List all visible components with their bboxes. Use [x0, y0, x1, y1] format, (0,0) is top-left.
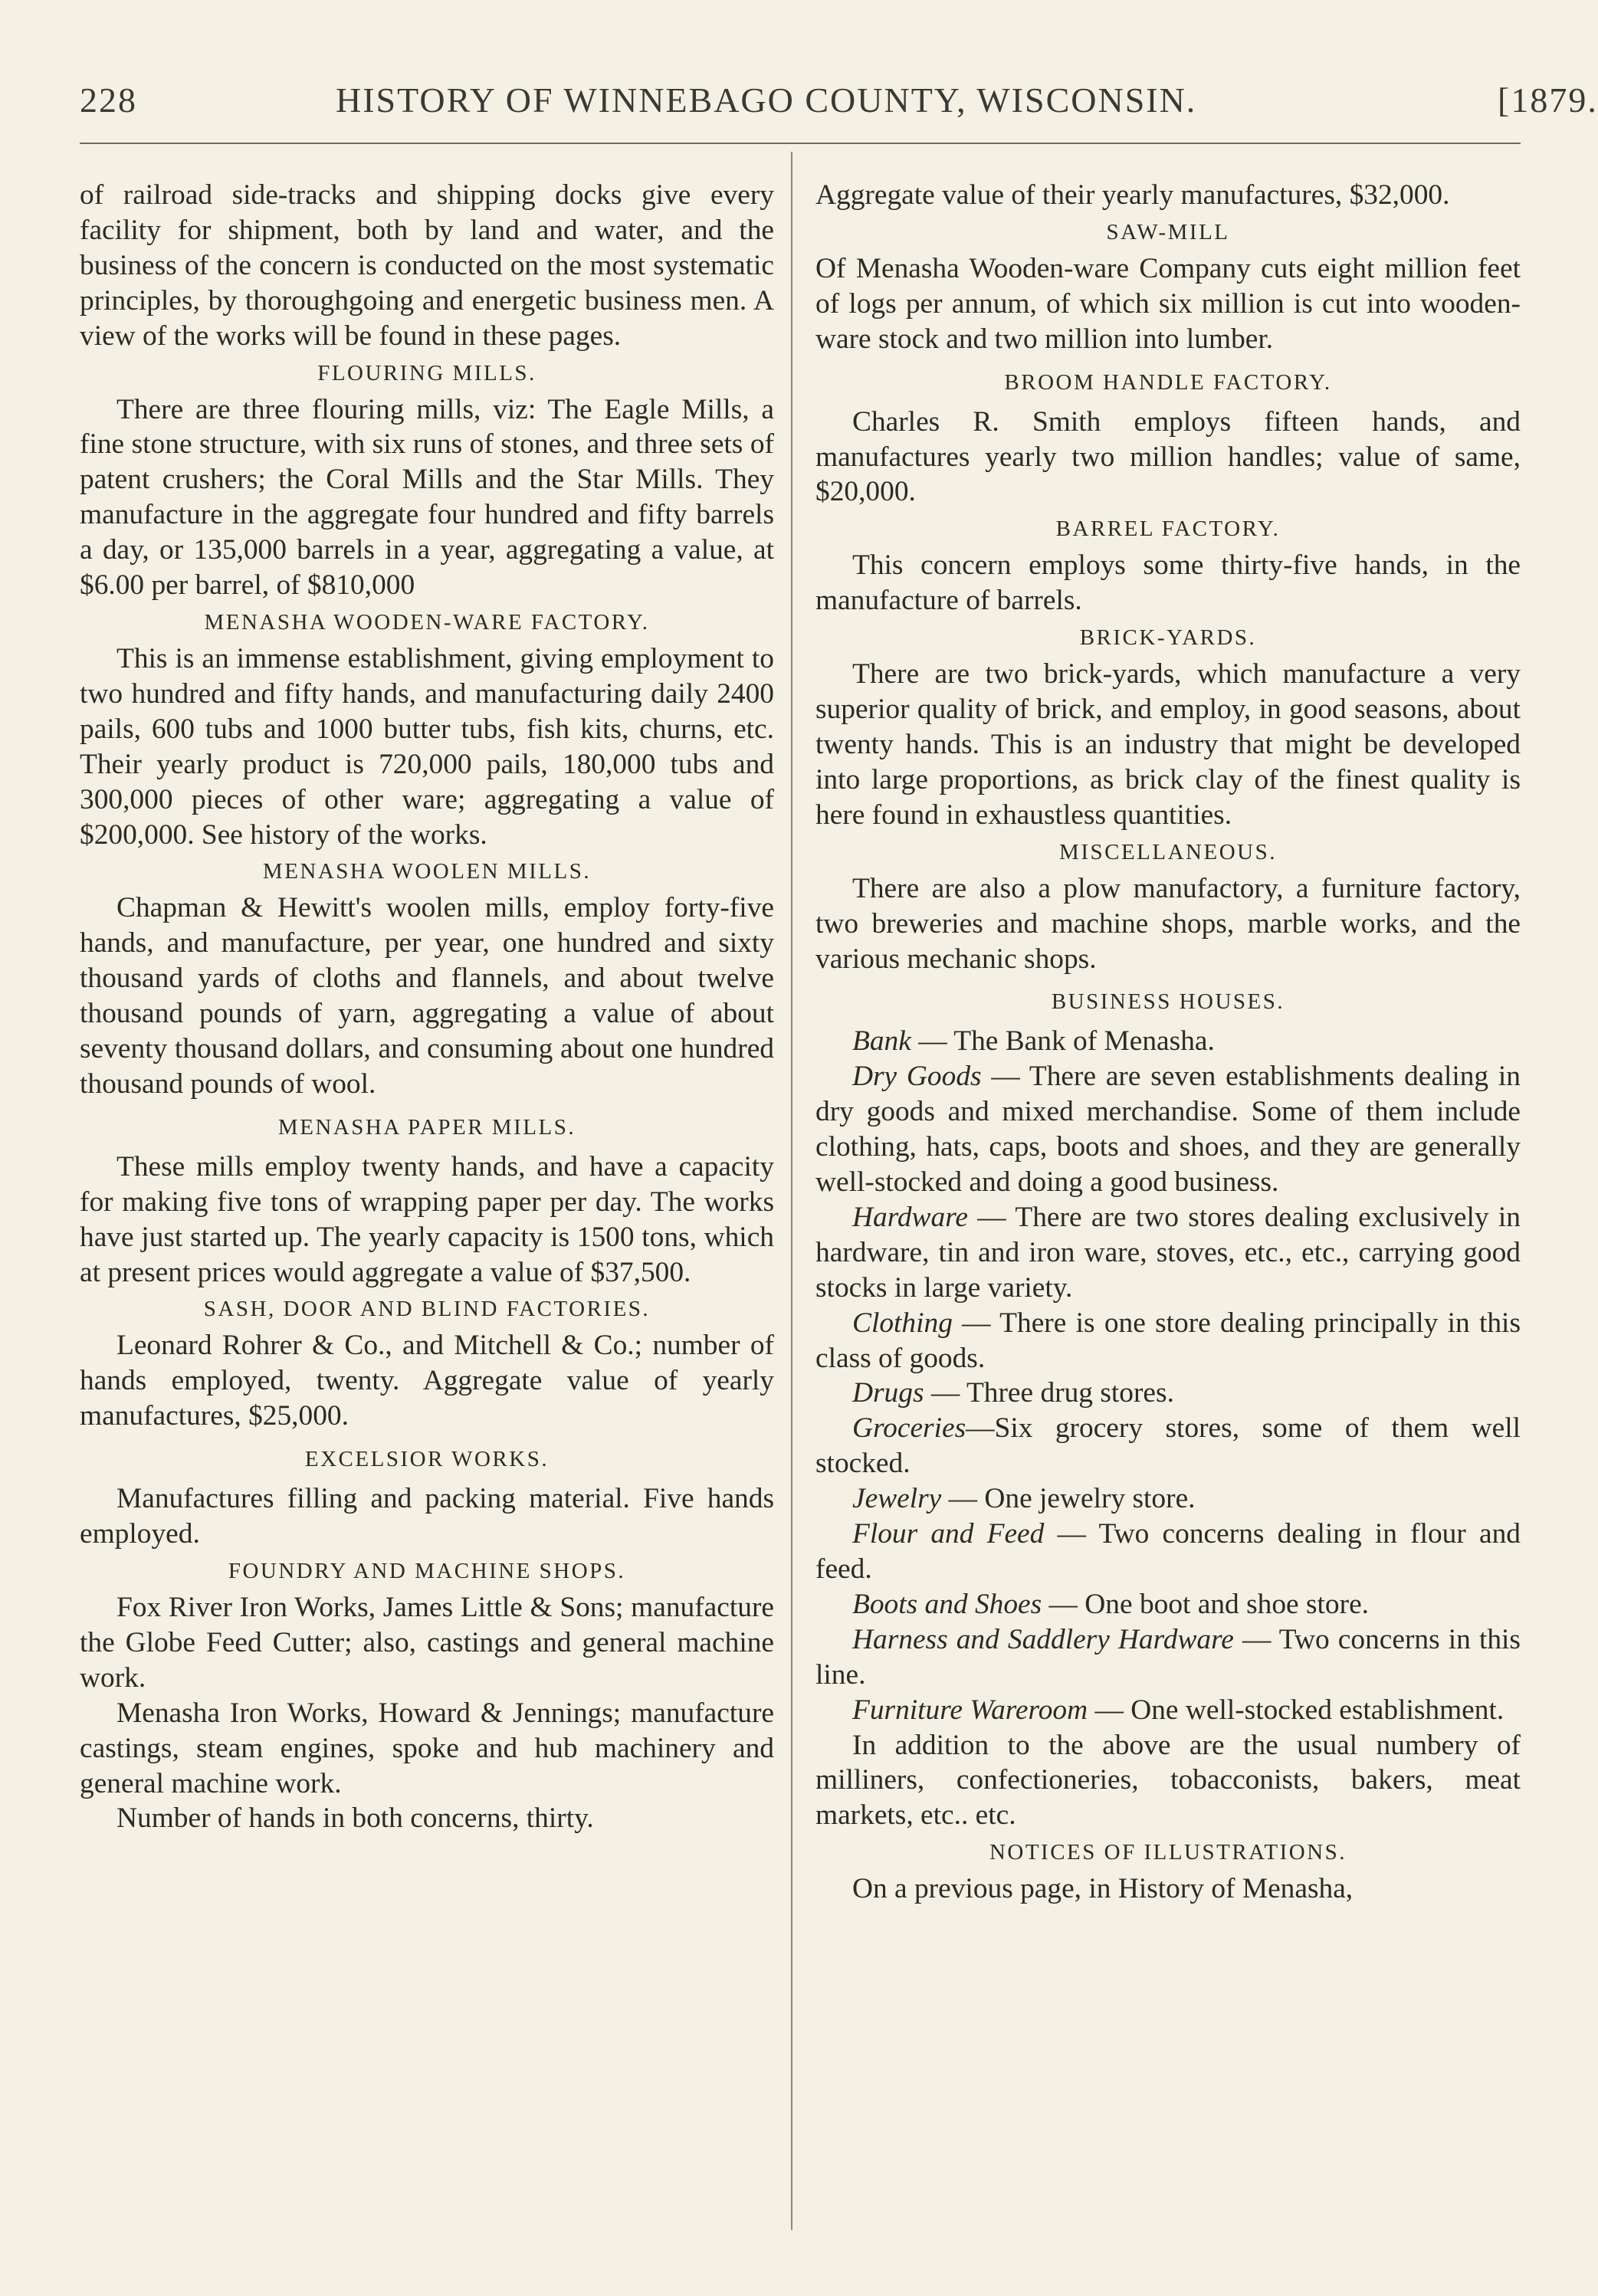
section-heading-broom-handle: BROOM HANDLE FACTORY. — [1004, 369, 1332, 395]
foundry-text-2: Menasha Iron Works, Howard & Jennings; manufacture castings, steam engines, spoke and hub machinery and general machine work. — [80, 1697, 774, 1799]
right-column — [815, 178, 1521, 1907]
business-text: One well-stocked establishment. — [1130, 1694, 1504, 1726]
section-heading-woolen-mills: MENASHA WOOLEN MILLS. — [262, 859, 592, 884]
woolen-mills-text: Chapman & Hewitt's woolen mills, employ forty-five hands, and manufacture, per year, one hundred and sixty thousand yards of cloths and flannels, and about twelve thousand pounds of yarn, aggregating a value of about seventy thousand dollars, and consuming about one hundred thousand pounds of wool. — [80, 892, 774, 1100]
business-entry-groceries: Groceries—Six grocery stores, some of them well stocked. — [815, 1412, 1521, 1480]
business-text: One jewelry store. — [984, 1483, 1196, 1515]
business-label: Flour and Feed — [852, 1518, 1045, 1550]
continued-paragraph: Aggregate value of their yearly manufactures, $32,000. — [815, 179, 1450, 211]
business-text: There is one store dealing principally in this class of goods. — [815, 1307, 1521, 1374]
business-entry-furniture: Furniture Wareroom — One well-stocked establishment. — [852, 1694, 1504, 1726]
header-year: [1879. — [1498, 80, 1598, 120]
section-heading-flouring-mills: FLOURING MILLS. — [317, 360, 536, 385]
business-label: Harness and Saddlery Hardware — [852, 1623, 1234, 1655]
running-title: HISTORY OF WINNEBAGO COUNTY, WISCONSIN. — [336, 80, 1197, 120]
header-rule — [80, 143, 1521, 144]
business-text: Three drug stores. — [966, 1377, 1174, 1409]
business-entry-dry-goods: Dry Goods — There are seven establishments dealing in dry goods and mixed merchandise. Some of them include clothing, hats, caps, boots and shoes, and they are generally well-stocked and doing a good business. — [815, 1061, 1521, 1199]
business-text: Six grocery stores, some of them well stocked. — [815, 1412, 1521, 1480]
section-heading-miscellaneous: MISCELLANEOUS. — [1059, 839, 1277, 864]
business-entry-flour-feed: Flour and Feed — Two concerns dealing in flour and feed. — [815, 1518, 1521, 1585]
foundry-text-3: Number of hands in both concerns, thirty. — [116, 1802, 594, 1835]
continued-paragraph: of railroad side-tracks and shipping docks give every facility for shipment, both by land and water, and the business of the concern is conducted on the most systematic principles, by thoroughgoing and energetic business men. A view of the works will be found in these pages. — [80, 179, 774, 352]
business-label: Bank — [852, 1025, 911, 1058]
flouring-mills-text: There are three flouring mills, viz: The Eagle Mills, a fine stone structure, with six runs of stones, and three sets of patent crushers; the Coral Mills and the Star Mills. They manufacture in the aggregate four hundred and fifty barrels a day, or 135,000 barrels in a year, aggregating a value, at $6.00 per barrel, of $810,000 — [80, 393, 774, 602]
page-number: 228 — [80, 80, 137, 120]
business-label: Dry Goods — [852, 1061, 982, 1093]
section-heading-notices: NOTICES OF ILLUSTRATIONS. — [989, 1840, 1347, 1865]
business-entry-bank: Bank — The Bank of Menasha. — [852, 1025, 1215, 1058]
business-label: Boots and Shoes — [852, 1588, 1042, 1620]
business-entry-harness: Harness and Saddlery Hardware — Two concerns in this line. — [815, 1623, 1521, 1691]
section-heading-barrel: BARREL FACTORY. — [1055, 517, 1281, 542]
business-text: The Bank of Menasha. — [953, 1025, 1215, 1058]
left-column — [80, 178, 774, 1836]
business-text: There are seven establishments dealing in dry goods and mixed merchandise. Some of them include clothing, hats, caps, boots and shoes, and they are generally well-stocked and doing a good business. — [815, 1061, 1521, 1199]
business-entry-hardware: Hardware — There are two stores dealing exclusively in hardware, tin and iron ware, stoves, etc., etc., carrying good stocks in large variety. — [815, 1201, 1521, 1304]
paper-mills-text: These mills employ twenty hands, and have a capacity for making five tons of wrapping paper per day. The works have just started up. The yearly capacity is 1500 tons, which at present prices would aggregate a value of $37,500. — [80, 1150, 774, 1288]
broom-handle-text: Charles R. Smith employs fifteen hands, and manufactures yearly two million handles; value of same, $20,000. — [815, 405, 1521, 508]
barrel-text: This concern employs some thirty-five hands, in the manufacture of barrels. — [815, 549, 1521, 617]
miscellaneous-text: There are also a plow manufactory, a furniture factory, two breweries and machine shops, marble works, and the various mechanic shops. — [815, 872, 1521, 975]
section-heading-sash-door: SASH, DOOR AND BLIND FACTORIES. — [203, 1297, 651, 1322]
business-text: There are two stores dealing exclusively in hardware, tin and iron ware, stoves, etc., etc., carrying good stocks in large variety. — [815, 1201, 1521, 1304]
business-entry-drugs: Drugs — Three drug stores. — [852, 1377, 1174, 1409]
section-heading-saw-mill: SAW-MILL — [1106, 219, 1230, 244]
business-text: One boot and shoe store. — [1084, 1588, 1370, 1620]
business-label: Furniture Wareroom — [852, 1694, 1088, 1726]
business-closing-text: In addition to the above are the usual numbery of milliners, confectioneries, tobacconists, bakers, meat markets, etc.. etc. — [815, 1729, 1521, 1832]
business-label: Jewelry — [852, 1483, 942, 1515]
saw-mill-text: Of Menasha Wooden-ware Company cuts eight million feet of logs per annum, of which six million is cut into wooden-ware stock and two million into lumber. — [815, 252, 1521, 355]
business-label: Groceries — [852, 1412, 966, 1445]
section-heading-business-houses: BUSINESS HOUSES. — [1051, 989, 1285, 1015]
foundry-text-1: Fox River Iron Works, James Little & Sons; manufacture the Globe Feed Cutter; also, castings and general machine work. — [80, 1592, 774, 1694]
section-heading-wooden-ware: MENASHA WOODEN-WARE FACTORY. — [204, 609, 650, 635]
business-label: Drugs — [852, 1377, 924, 1409]
excelsior-text: Manufactures filling and packing material. Five hands employed. — [80, 1483, 774, 1550]
running-header — [80, 74, 1598, 127]
business-entry-clothing: Clothing — There is one store dealing principally in this class of goods. — [815, 1307, 1521, 1374]
column-divider — [791, 152, 792, 2230]
section-heading-excelsior: EXCELSIOR WORKS. — [304, 1447, 550, 1472]
section-heading-paper-mills: MENASHA PAPER MILLS. — [277, 1114, 576, 1140]
business-text: Two concerns in this line. — [815, 1623, 1521, 1691]
sash-door-text: Leonard Rohrer & Co., and Mitchell & Co.; number of hands employed, twenty. Aggregate value of yearly manufactures, $25,000. — [80, 1330, 774, 1432]
business-label: Hardware — [852, 1201, 968, 1233]
notices-text: On a previous page, in History of Menasha, — [852, 1873, 1354, 1905]
section-heading-brick-yards: BRICK-YARDS. — [1079, 625, 1257, 651]
wooden-ware-text: This is an immense establishment, giving employment to two hundred and fifty hands, and manufacturing daily 2400 pails, 600 tubs and 1000 butter tubs, fish kits, churns, etc. Their yearly product is 720,000 pails, 180,000 tubs and 300,000 pieces of other ware; aggregating a value of $200,000. See history of the works. — [80, 642, 774, 851]
business-text: Two concerns dealing in flour and feed. — [815, 1518, 1521, 1585]
brick-yards-text: There are two brick-yards, which manufacture a very superior quality of brick, and employ, in good seasons, about twenty hands. This is an industry that might be developed into large proportions, as brick clay of the finest quality is here found in exhaustless quantities. — [815, 658, 1521, 831]
business-entry-jewelry: Jewelry — One jewelry store. — [852, 1483, 1196, 1515]
section-heading-foundry: FOUNDRY AND MACHINE SHOPS. — [228, 1559, 626, 1583]
business-entry-boots-shoes: Boots and Shoes — One boot and shoe store. — [852, 1588, 1370, 1620]
business-label: Clothing — [852, 1307, 953, 1339]
